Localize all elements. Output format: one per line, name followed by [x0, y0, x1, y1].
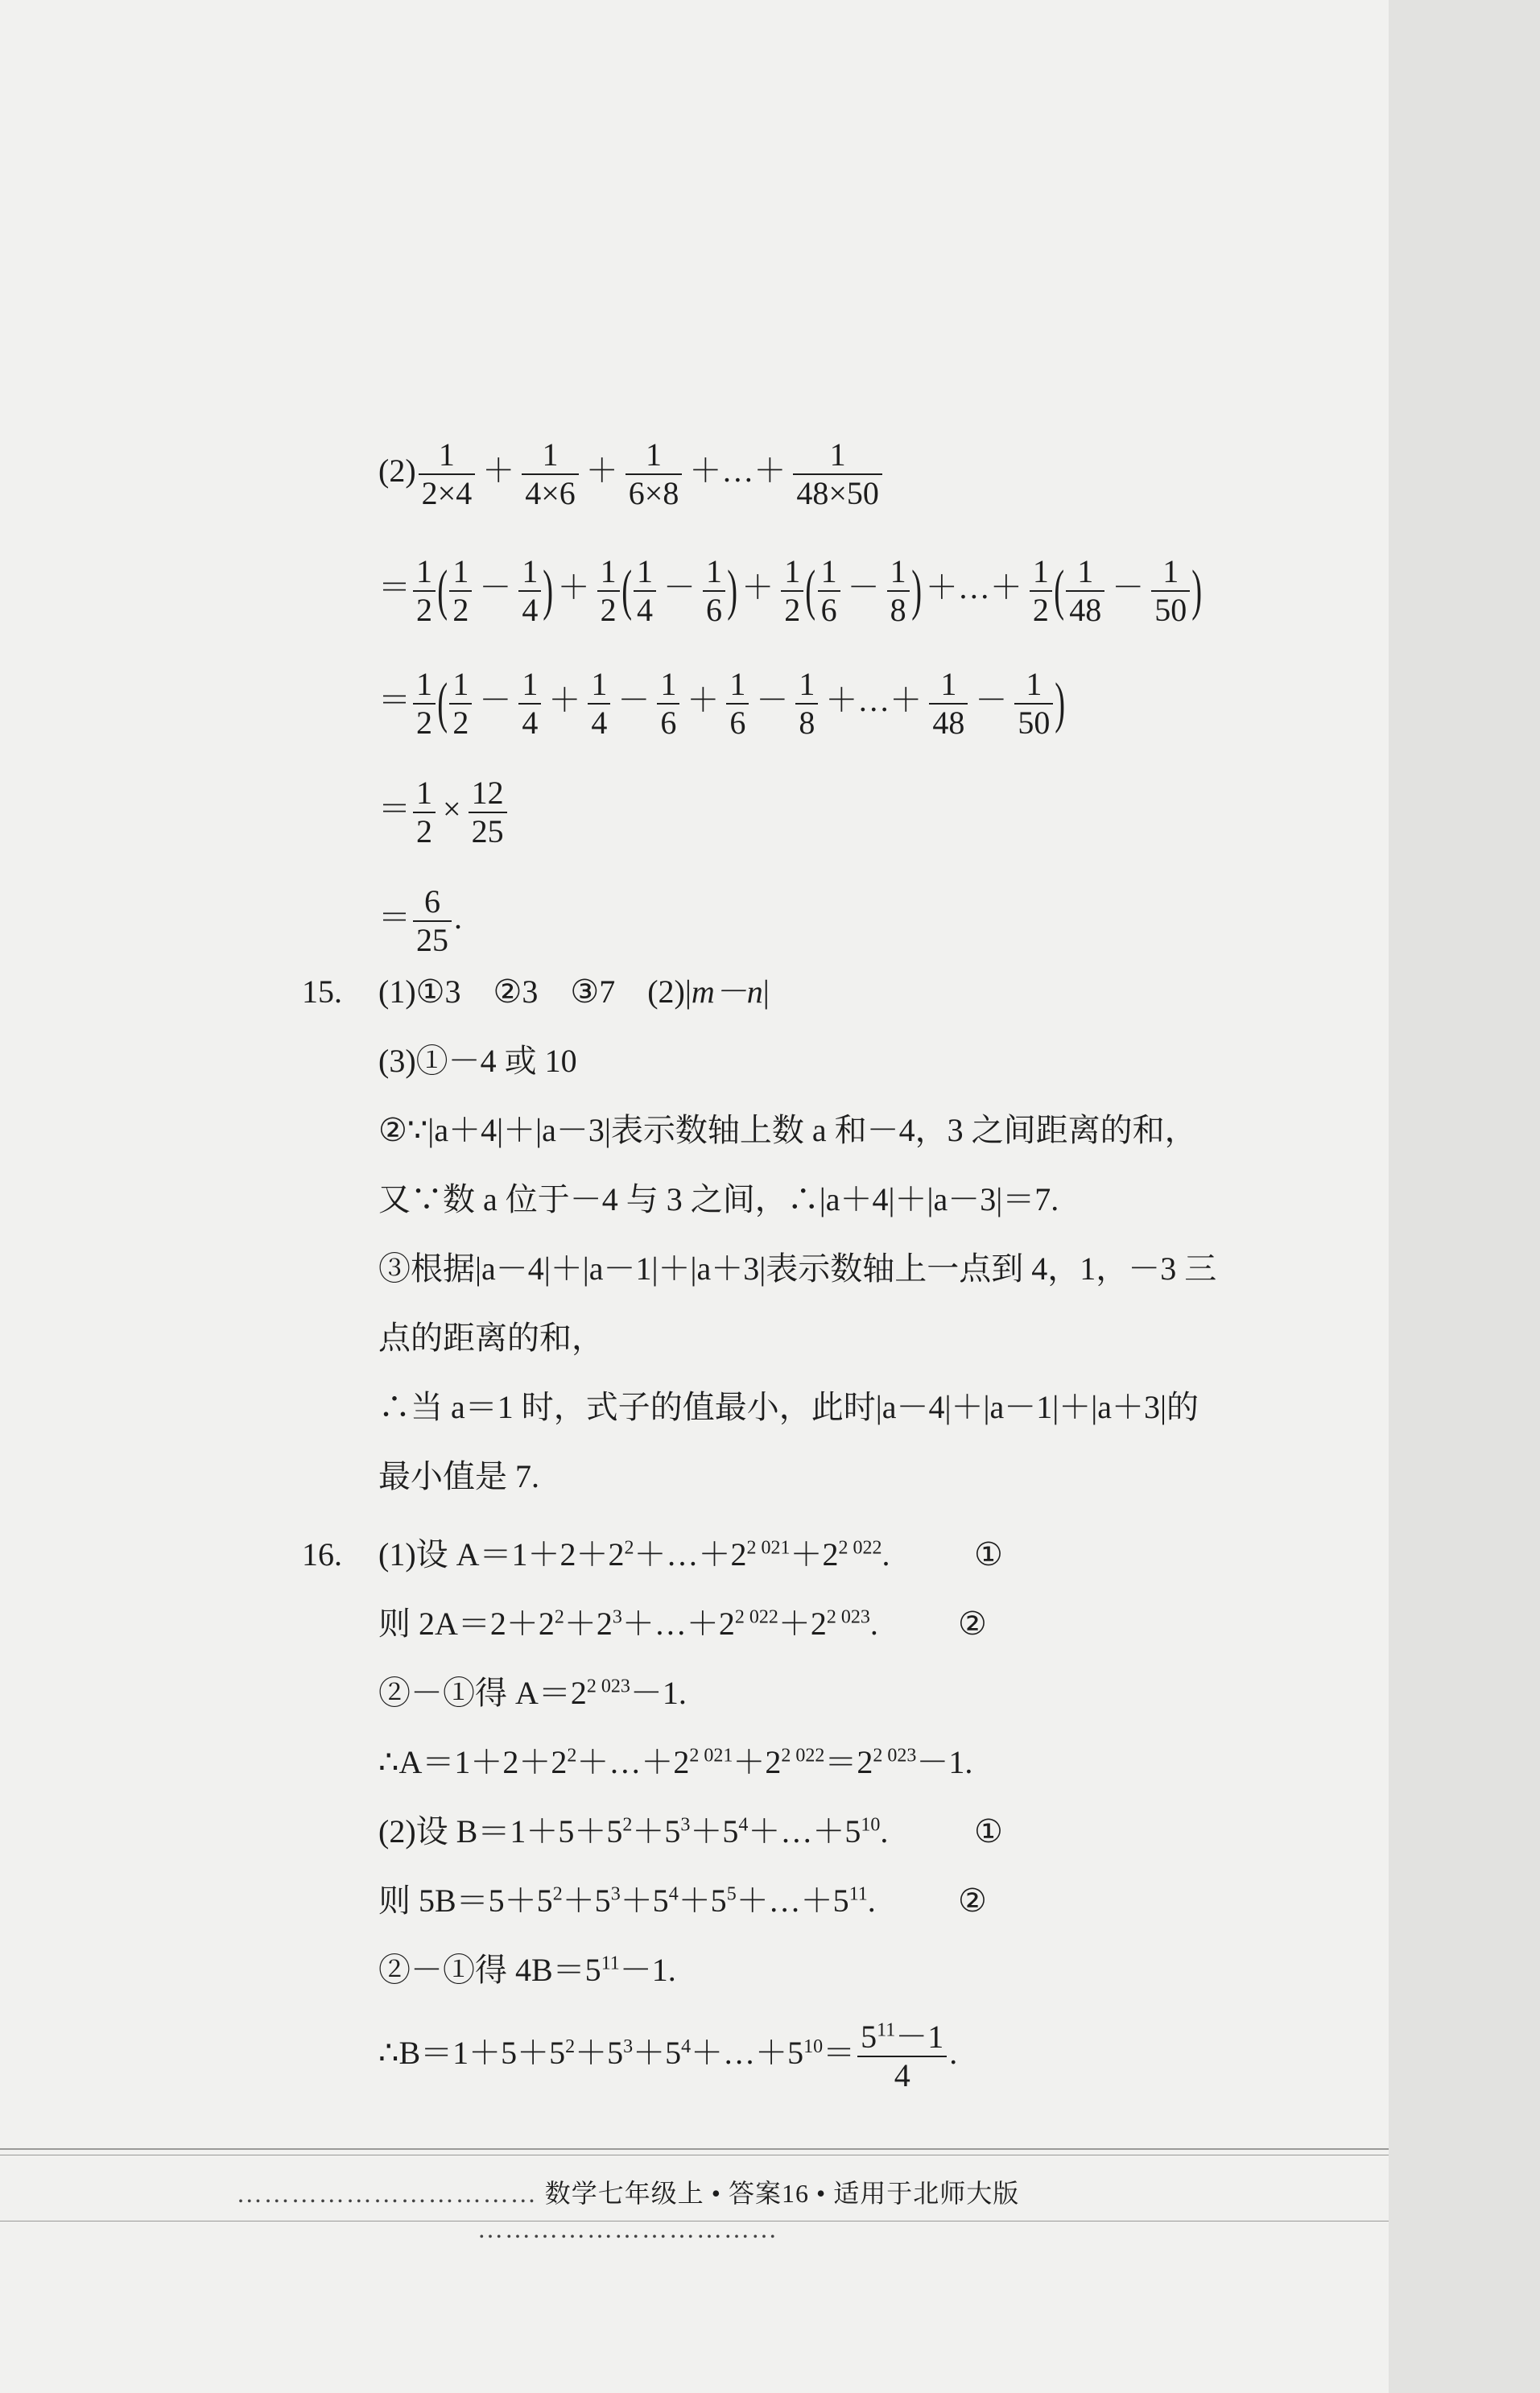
fraction: $\frac{1}{6\times 8}$	[625, 439, 683, 510]
part-label: (2)	[378, 453, 416, 490]
equation-marker: ②	[958, 1883, 987, 1919]
q15-line4: 又∵数 a 位于－4 与 3 之间，∴|a＋4|＋|a－3|＝7.	[378, 1181, 1059, 1217]
q15-line8: 最小值是 7.	[378, 1458, 539, 1494]
q15-line7: ∴当 a＝1 时，式子的值最小，此时|a－4|＋|a－1|＋|a＋3|的	[378, 1389, 1199, 1425]
q15-line3: ②∵|a＋4|＋|a－3|表示数轴上数 a 和－4，3 之间距离的和，	[378, 1112, 1197, 1148]
q15-line6: 点的距离的和，	[378, 1320, 604, 1356]
footer-text: 数学七年级上 • 答案16 • 适用于北师大版	[544, 2179, 1020, 2208]
q16-line5: (2)设 $B=1+5+5^2+5^3+5^4+\dots+5^{10}$.	[378, 1813, 889, 1850]
fraction: $\frac{5^{11}-1}{4}$	[857, 2021, 947, 2092]
equation-marker: ①	[974, 1813, 1003, 1850]
footer-rule	[0, 2148, 1389, 2150]
page-edge	[1389, 0, 1540, 2393]
equation-marker: ②	[958, 1606, 987, 1642]
q15-number: 15.	[302, 973, 342, 1010]
part2-row3: ＝ $\frac{1}{2}$ ( $\frac{1}{2}$ － $\frac{1}{4}$ ＋ $\frac{1}{4}$ － $\frac{1}{6}$ ＋ $\frac{1}{6}$ － $\frac{1}{8}$ ＋…＋ $\frac{1}{48}$ － $\frac{1}{50}$ )	[378, 666, 1066, 741]
q16-line2: 则 $2A=2+2^2+2^3+\dots+2^{2 022}+2^{2 023}$.	[378, 1606, 878, 1642]
q16-line3: ②－①得 $A=2^{2 023}-1$.	[378, 1675, 687, 1711]
part2-row4: ＝ $\frac{1}{2}$ × $\frac{12}{25}$	[378, 777, 510, 848]
equation-marker: ①	[974, 1536, 1003, 1573]
part2-row5: ＝ $\frac{6}{25}$ .	[378, 883, 462, 958]
part2-row1: (2) $\frac{1}{2\times 4}$ ＋ $\frac{1}{4\times 6}$ ＋ $\frac{1}{6\times 8}$ ＋…＋ $\frac{1}{48\times 50}$	[378, 439, 885, 510]
fraction: $\frac{1}{2\times 4}$	[419, 439, 476, 510]
q16-line4: $\therefore A=1+2+2^2+\dots+2^{2 021}+2^{2 022}=2^{2 023}-1$.	[378, 1744, 973, 1780]
page-footer: …………………………… 数学七年级上 • 答案16 • 适用于北师大版 ……………………………	[236, 2179, 1020, 2243]
part2-row2: ＝ $\frac{1}{2}$ ( $\frac{1}{2}$ － $\frac{1}{4}$ ) ＋ $\frac{1}{2}$ ( $\frac{1}{4}$ － $\frac{1}{6}$ ) ＋ $\frac{1}{2}$ ( $\frac{1}{6}$ － $\frac{1}{8}$ ) ＋…＋ $\frac{1}{2}$ ( $\frac{1}{48}$ － $\frac{1}{50}$ )	[378, 553, 1203, 628]
q16-line8: $\therefore B=1+5+5^2+5^3+5^4+\dots+5^{10}=$ $\frac{5^{11}-1}{4}$ .	[378, 2019, 958, 2093]
q15-line1: (1)①3 ②3 ③7 (2)|m－n|	[378, 973, 770, 1010]
fraction: $\frac{1}{48\times 50}$	[793, 439, 882, 510]
q16-line6: 则 $5B=5+5^2+5^3+5^4+5^5+\dots+5^{11}$.	[378, 1883, 876, 1919]
q16-line7: ②－①得 $4B=5^{11}-1$.	[378, 1952, 676, 1988]
q15-line5: ③根据|a－4|＋|a－1|＋|a＋3|表示数轴上一点到 4，1，－3 三	[378, 1250, 1217, 1287]
q16-line1: (1)设 $A=1+2+2^2+\dots+2^{2 021}+2^{2 022}$.	[378, 1536, 890, 1573]
q15-line2: (3)①－4 或 10	[378, 1043, 577, 1079]
q16-number: 16.	[302, 1536, 342, 1573]
fraction: $\frac{1}{4\times 6}$	[522, 439, 579, 510]
